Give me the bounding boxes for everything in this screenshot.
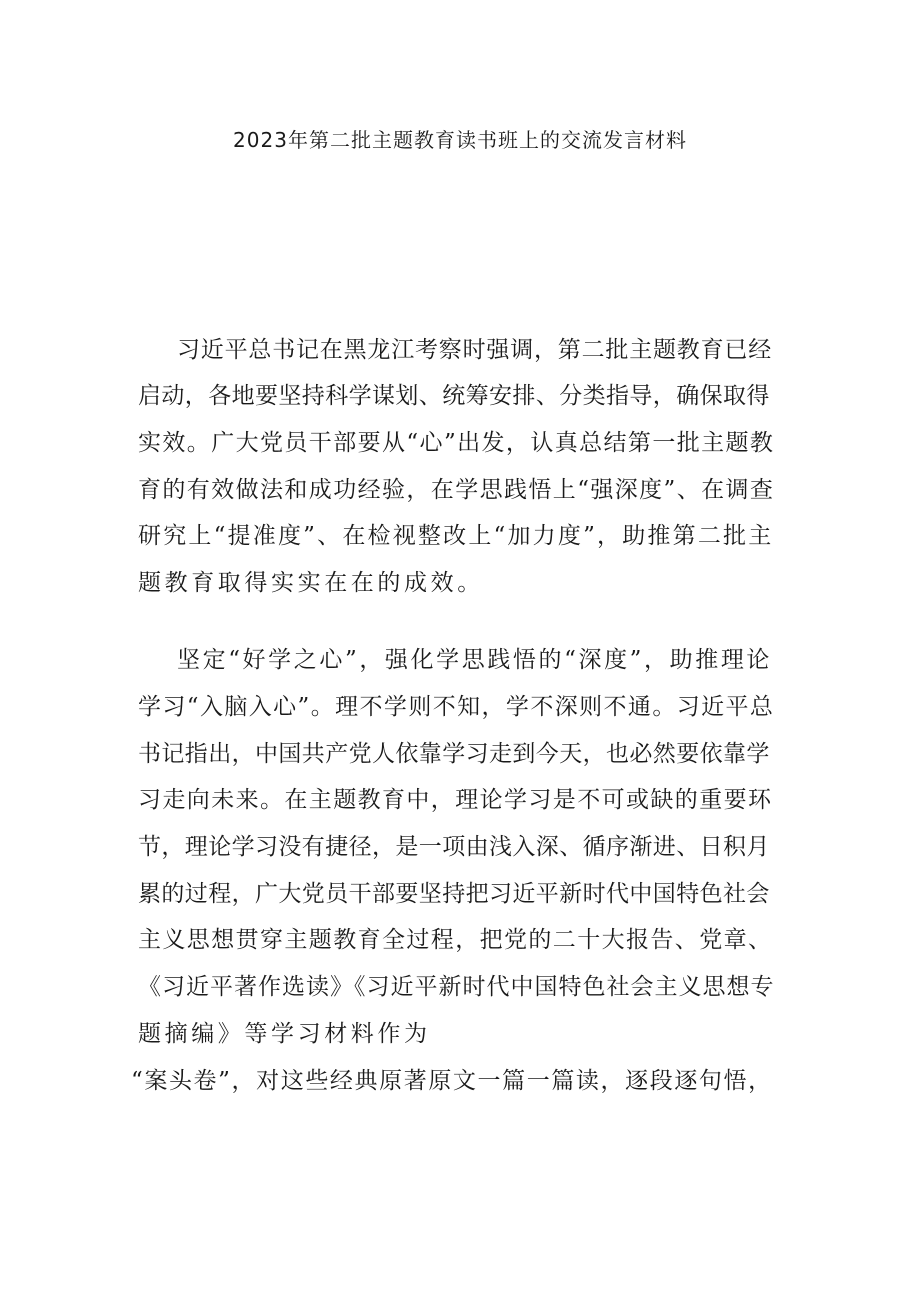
paragraph-2-line-2: 学习“入脑入心”。理不学则不知，学不深则不通。习近平总 [138,694,775,720]
paragraph-1-line-4: 育的有效做法和成功经验，在学思践悟上“强深度”、在调查 [138,477,775,503]
paragraph-1-line-3: 实效。广大党员干部要从“心”出发，认真总结第一批主题教 [138,430,775,456]
document-title: 2023年第二批主题教育读书班上的交流发言材料 [233,128,687,152]
paragraph-2-line-5: 节，理论学习没有捷径，是一项由浅入深、循序渐进、日积月 [138,834,770,860]
paragraph-2-line-4: 习走向未来。在主题教育中，理论学习是不可或缺的重要环 [138,787,773,813]
paragraph-1-line-5: 研究上“提准度”、在检视整改上“加力度”，助推第二批主 [138,523,774,549]
paragraph-2-line-10: “案头卷”，对这些经典原著原文一篇一篇读，逐段逐句悟， [131,1068,773,1094]
paragraph-1-line-2: 启动，各地要坚持科学谋划、统筹安排、分类指导，确保取得 [138,383,770,409]
paragraph-1-line-6: 题教育取得实实在在的成效。 [138,570,484,596]
paragraph-1-line-1: 习近平总书记在黑龙江考察时强调，第二批主题教育已经 [177,337,772,363]
paragraph-2-line-1: 坚定“好学之心”，强化学思践悟的“深度”，助推理论 [177,647,773,673]
paragraph-2-line-3: 书记指出，中国共产党人依靠学习走到今天，也必然要依靠学 [138,741,770,767]
paragraph-2-line-7: 主义思想贯穿主题教育全过程，把党的二十大报告、党章、 [138,927,773,953]
paragraph-2-line-6: 累的过程，广大党员干部要坚持把习近平新时代中国特色社会 [138,881,770,907]
paragraph-2-line-8: 《习近平著作选读》《习近平新时代中国特色社会主义思想专 [138,974,775,1000]
paragraph-2-line-9: 题摘编》等学习材料作为 [138,1021,431,1047]
